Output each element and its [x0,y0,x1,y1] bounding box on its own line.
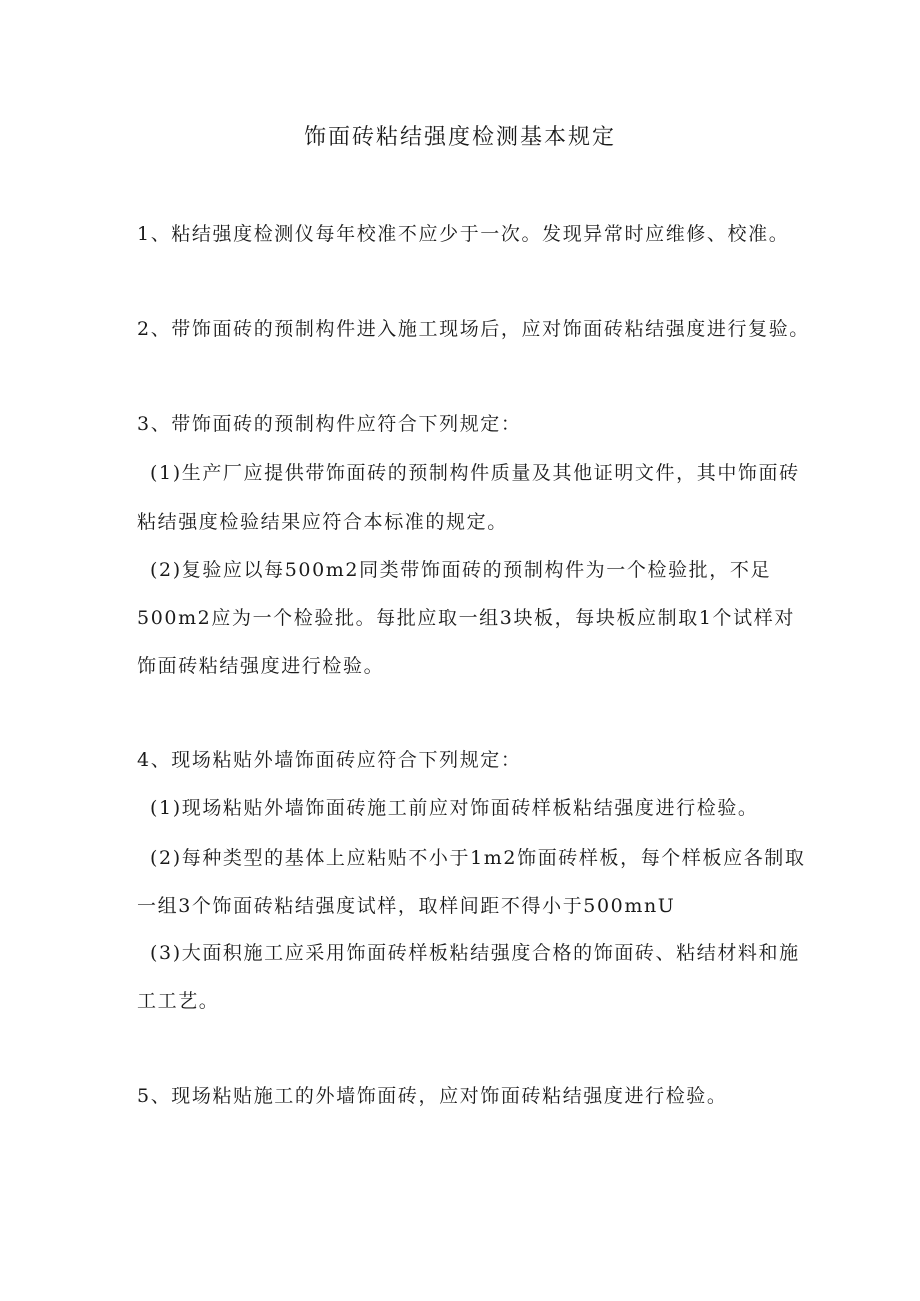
clause-3-1-text: (1)生产厂应提供带饰面砖的预制构件质量及其他证明文件，其中饰面砖 [150,462,800,484]
clause-4-2-text: (2)每种类型的基体上应粘贴不小于1m2饰面砖样板，每个样板应各制取 [150,847,806,869]
clause-4-3-continued: 工工艺。 [137,990,220,1012]
clause-3-2-continued-2: 饰面砖粘结强度进行检验。 [137,655,385,677]
clause-3-2-continued: 500m2应为一个检验批。每批应取一组3块板，每块板应制取1个试样对 [137,607,795,629]
clause-3-2-text: (2)复验应以每500m2同类带饰面砖的预制构件为一个检验批，不足 [150,559,772,581]
clause-4-2-continued: 一组3个饰面砖粘结强度试样，取样间距不得小于500mnU [137,895,676,917]
clause-2-text: 2、带饰面砖的预制构件进入施工现场后，应对饰面砖粘结强度进行复验。 [137,318,810,340]
clause-1-text: 1、粘结强度检测仪每年校准不应少于一次。发现异常时应维修、校准。 [137,223,790,245]
clause-4-1-text: (1)现场粘贴外墙饰面砖施工前应对饰面砖样板粘结强度进行检验。 [150,797,759,819]
clause-4-text: 4、现场粘贴外墙饰面砖应符合下列规定： [137,749,522,771]
clause-3-text: 3、带饰面砖的预制构件应符合下列规定： [137,413,522,435]
document-title: 饰面砖粘结强度检测基本规定 [303,125,616,150]
clause-3-1-continued: 粘结强度检验结果应符合本标准的规定。 [137,511,508,533]
clause-5-text: 5、现场粘贴施工的外墙饰面砖，应对饰面砖粘结强度进行检验。 [137,1085,728,1107]
clause-4-3-text: (3)大面积施工应采用饰面砖样板粘结强度合格的饰面砖、粘结材料和施 [150,942,800,964]
